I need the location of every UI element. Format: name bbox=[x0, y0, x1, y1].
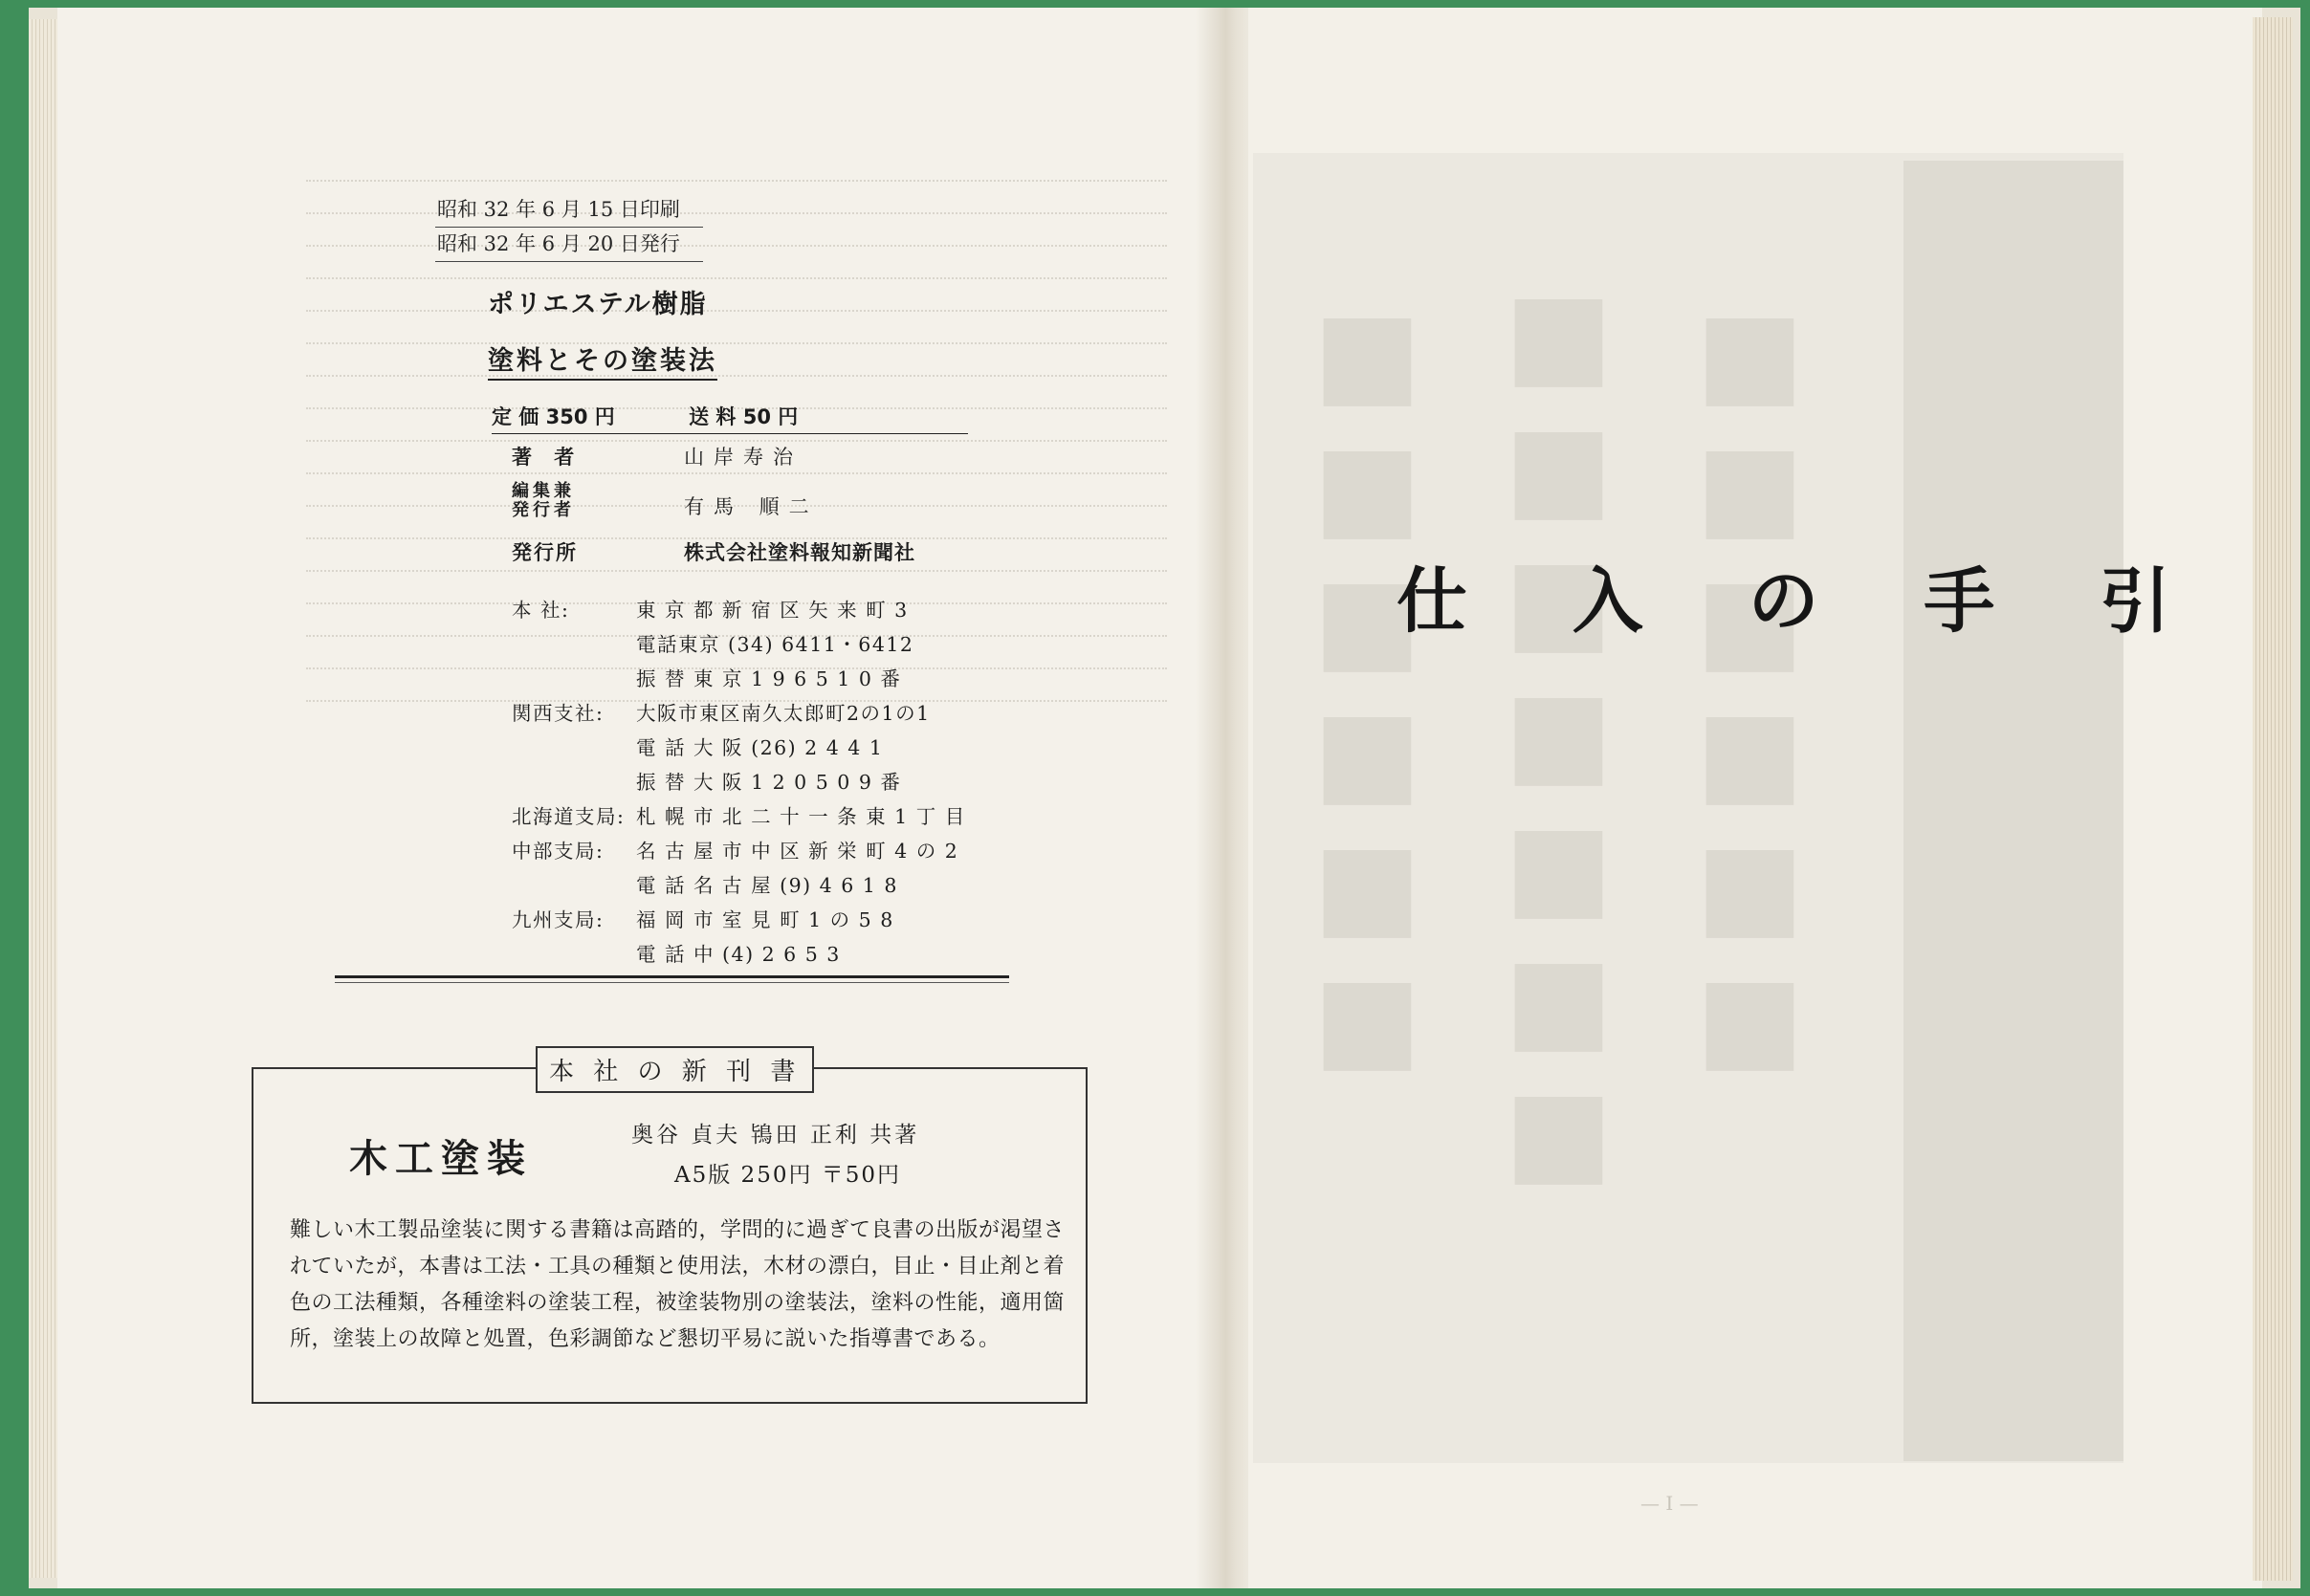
book-title-line1: ポリエステル樹脂 bbox=[488, 290, 708, 319]
new-book-authors: 奥谷 貞夫 鴇田 正利 共著 bbox=[631, 1123, 920, 1148]
price-row bbox=[492, 402, 968, 434]
publish-date: 昭和 32 年 6 月 20 日発行 bbox=[435, 228, 703, 262]
publisher-name: 株式会社塗料報知新聞社 bbox=[684, 541, 915, 564]
ghost-advertisement-panel bbox=[1903, 161, 2123, 1461]
address-row: 中部支局: 名 古 屋 市 中 区 新 栄 町 4 の 2 bbox=[512, 840, 959, 863]
author-name: 山岸寿治 bbox=[684, 446, 803, 469]
ghost-ad-glyphs: ■■■■■■■ bbox=[1492, 268, 1625, 1198]
page-folio: — I — bbox=[1640, 1492, 1699, 1515]
new-book-price: A5版 250円 〒50円 bbox=[674, 1163, 902, 1188]
editor-row bbox=[512, 482, 1009, 537]
colophon-bottom-rule bbox=[335, 975, 1009, 983]
new-publication-label: 本 社 の 新 刊 書 bbox=[536, 1046, 814, 1093]
address-list bbox=[512, 593, 990, 972]
address-row: 北海道支局: 札 幌 市 北 二 十 一 条 東 1 丁 目 bbox=[512, 805, 966, 828]
right-page-edges bbox=[2253, 17, 2293, 1581]
new-publication-box bbox=[252, 1058, 1088, 1404]
address-row: 電 話 中 (4) 2 6 5 3 bbox=[636, 943, 841, 966]
postage: 送 料 50 円 bbox=[689, 405, 799, 428]
credits bbox=[512, 442, 1009, 578]
price: 定 価 350 円 bbox=[492, 405, 615, 428]
book-title-line2: 塗料とその塗装法 bbox=[488, 339, 717, 381]
publisher-row bbox=[512, 537, 1009, 578]
address-row: 本 社: 東 京 都 新 宿 区 矢 来 町 3 bbox=[512, 599, 909, 622]
colophon-dates bbox=[435, 193, 703, 262]
address-row: 九州支局: 福 岡 市 室 見 町 1 の 5 8 bbox=[512, 908, 894, 931]
editor-label: 編集兼発行者 bbox=[512, 481, 575, 520]
section-heading: 仕 入 の 手 引 bbox=[1397, 560, 2211, 643]
address-row: 電話東京 (34) 6411・6412 bbox=[636, 633, 914, 656]
address-row: 振 替 大 阪 1 2 0 5 0 9 番 bbox=[636, 771, 902, 794]
print-date: 昭和 32 年 6 月 15 日印刷 bbox=[435, 193, 703, 228]
ghost-ad-glyphs: ■■■■■■ bbox=[1301, 287, 1434, 1084]
new-book-description: 難しい木工製品塗装に関する書籍は高踏的，学問的に過ぎて良書の出版が渇望されていたが，本書は工法・工具の種類と使用法，木材の漂白，目止・目止剤と着色の工法種類，各種塗料の塗装工程，被塗装物別の塗装法，塗料の性能，適用箇所，塗装上の故障と処置，色彩調節など懇切平易に説いた指導書である。 bbox=[290, 1218, 1066, 1351]
address-row: 振 替 東 京 1 9 6 5 1 0 番 bbox=[636, 667, 902, 690]
new-book-title: 木工塗装 bbox=[349, 1137, 533, 1181]
author-row bbox=[512, 442, 1009, 482]
publisher-label: 発行所 bbox=[512, 541, 578, 564]
editor-name: 有馬 順二 bbox=[684, 495, 819, 518]
address-row: 電 話 大 阪 (26) 2 4 4 1 bbox=[636, 736, 884, 759]
ghost-ad-glyphs: ■■■■■■ bbox=[1683, 287, 1816, 1084]
address-row: 関西支社: 大阪市東区南久太郎町2の1の1 bbox=[512, 702, 931, 725]
address-row: 電 話 名 古 屋 (9) 4 6 1 8 bbox=[636, 874, 898, 897]
author-label: 著 者 bbox=[512, 446, 583, 469]
